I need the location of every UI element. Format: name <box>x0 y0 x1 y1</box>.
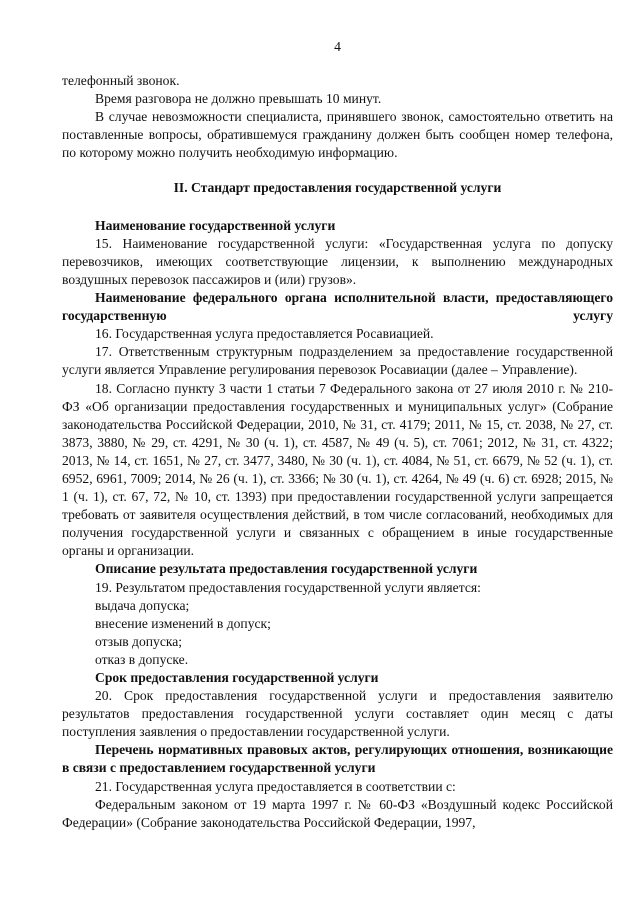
section-title: II. Стандарт предоставления государственной услуги <box>173 179 502 195</box>
heading-service-name: Наименование государственной услуги <box>95 217 336 233</box>
paragraph-20: 20. Срок предоставления государственной услуги и предоставления заявителю результатов предоставления государственной услуги составляет один месяц с даты поступления заявления о предоставлении государственной услуги. <box>62 688 613 740</box>
paragraph-15: 15. Наименование государственной услуги: «Государственная услуга по допуску перевозчиков, имеющих соответствующие лицензии, к выполнению международных воздушных перевозок пассажиров и (или) грузов». <box>62 235 613 287</box>
heading-result: Описание результата предоставления государственной услуги <box>95 561 478 577</box>
paragraph-18: 18. Согласно пункту 3 части 1 статьи 7 Федерального закона от 27 июля 2010 г. № 210-ФЗ «Об организации предоставления государственных и муниципальных услуг» (Собрание законодательства Российской Федерации, 2010, № 31, ст. 4179; 2011, № 15, ст. 2038, № 27, ст. 3873, 3880, № 29, ст. 4291, № 30 (ч. 1), ст. 4587, № 49 (ч. 5), ст. 7061; 2012, № 31, ст. 4322; 2013, № 14, ст. 1651, № 27, ст. 3477, 3480, № 30 (ч. 1), ст. 4084, № 51, ст. 6679, № 52 (ч. 1), ст. 6952, 6961, 7009; 2014, № 26 (ч. 1), ст. 3366; № 30 (ч. 1), ст. 4264, № 49 (ч. 6) ст. 6928; 2015, № 1 (ч. 1), ст. 67, 72, № 10, ст. 1393) при предоставлении государственной услуги запрещается требовать от заявителя осуществления действий, в том числе согласований, необходимых для получения государственной услуги и связанных с обращением в иные государственные органы и организации. <box>62 380 613 559</box>
list-item: выдача допуска; <box>95 597 190 613</box>
page-number: 4 <box>334 39 341 54</box>
heading-legal-acts: Перечень нормативных правовых актов, регулирующих отношения, возникающие в связи с предоставлением государственной услуги <box>62 742 613 776</box>
paragraph-17: 17. Ответственным структурным подразделением за предоставление государственной услуги является Управление регулирования перевозок Росавиации (далее – Управление). <box>62 344 613 378</box>
paragraph-air-code-law: Федеральным законом от 19 марта 1997 г. № 60-ФЗ «Воздушный кодекс Российской Федерации» (Собрание законодательства Российской Федерации, 1997, <box>62 796 613 830</box>
paragraph-19: 19. Результатом предоставления государственной услуги является: <box>95 579 481 595</box>
paragraph-call-time: Время разговора не должно превышать 10 минут. <box>95 91 382 107</box>
heading-term: Срок предоставления государственной услуги <box>95 670 379 685</box>
list-item: внесение изменений в допуск; <box>95 615 271 631</box>
paragraph-21: 21. Государственная услуга предоставляется в соответствии с: <box>95 778 456 794</box>
document-page <box>62 38 613 832</box>
list-item: отказ в допуске. <box>95 651 189 667</box>
list-item: отзыв допуска; <box>95 633 183 649</box>
heading-federal-organ: Наименование федерального органа исполнительной власти, предоставляющего государственную услугу <box>62 290 613 324</box>
paragraph-16: 16. Государственная услуга предоставляется Росавиацией. <box>95 326 434 342</box>
paragraph-impossible-answer: В случае невозможности специалиста, принявшего звонок, самостоятельно ответить на поставленные вопросы, обратившемуся гражданину должен быть сообщен номер телефона, по которому можно получить необходимую информацию. <box>62 109 613 161</box>
paragraph-continuation: телефонный звонок. <box>62 73 180 89</box>
